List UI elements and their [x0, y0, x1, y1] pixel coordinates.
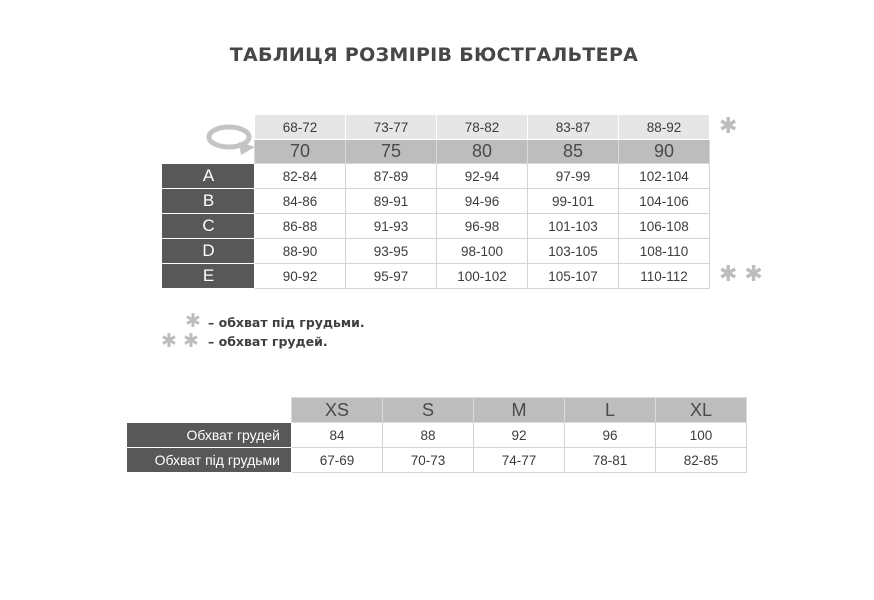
bust-value-cell: 95-97 — [346, 264, 437, 289]
underbust-range-row — [163, 115, 710, 140]
size-header-cell: S — [383, 398, 474, 423]
band-size-cell: 80 — [437, 140, 528, 164]
cup-row — [163, 164, 710, 189]
bust-value-cell: 88-90 — [255, 239, 346, 264]
size-header-cell: M — [474, 398, 565, 423]
underbust-range-cell: 78-82 — [437, 115, 528, 140]
legend-underbust-text: – обхват під грудьми. — [208, 315, 365, 330]
legend-double-star-icon: ✱ ✱ — [161, 330, 199, 352]
measurement-value-cell: 74-77 — [474, 448, 565, 473]
size-header-cell: XL — [656, 398, 747, 423]
measurement-value-cell: 96 — [565, 423, 656, 448]
measurement-value-cell: 67-69 — [292, 448, 383, 473]
underbust-range-cell: 83-87 — [528, 115, 619, 140]
bust-value-cell: 110-112 — [619, 264, 710, 289]
bust-value-cell: 100-102 — [437, 264, 528, 289]
legend-bust-text: – обхват грудей. — [208, 334, 328, 349]
table-corner — [128, 398, 292, 423]
cup-row — [163, 214, 710, 239]
table-corner — [163, 140, 255, 164]
bust-value-cell: 93-95 — [346, 239, 437, 264]
measurement-value-cell: 70-73 — [383, 448, 474, 473]
measurement-value-cell: 92 — [474, 423, 565, 448]
bust-value-cell: 105-107 — [528, 264, 619, 289]
band-size-cell: 85 — [528, 140, 619, 164]
underbust-range-cell: 68-72 — [255, 115, 346, 140]
band-size-row — [163, 140, 710, 164]
bust-value-cell: 84-86 — [255, 189, 346, 214]
size-header-cell: XS — [292, 398, 383, 423]
underbust-star-icon: ✱ — [719, 114, 738, 139]
cup-label: B — [163, 189, 255, 214]
bust-value-cell: 102-104 — [619, 164, 710, 189]
measurement-value-cell: 88 — [383, 423, 474, 448]
cup-label: A — [163, 164, 255, 189]
bust-value-cell: 103-105 — [528, 239, 619, 264]
bust-value-cell: 94-96 — [437, 189, 528, 214]
band-size-cell: 75 — [346, 140, 437, 164]
legend-single-star-icon: ✱ — [185, 310, 201, 332]
cup-row — [163, 189, 710, 214]
underbust-range-cell: 73-77 — [346, 115, 437, 140]
underbust-range-cell: 88-92 — [619, 115, 710, 140]
band-size-cell: 90 — [619, 140, 710, 164]
page-title: ТАБЛИЦЯ РОЗМІРІВ БЮСТГАЛЬТЕРА — [229, 44, 639, 66]
measurement-label: Обхват грудей — [128, 423, 292, 448]
measurement-label: Обхват під грудьми — [128, 448, 292, 473]
bra-size-table — [162, 114, 710, 289]
clothing-size-table — [127, 397, 747, 473]
bust-value-cell: 89-91 — [346, 189, 437, 214]
bust-value-cell: 96-98 — [437, 214, 528, 239]
bust-value-cell: 82-84 — [255, 164, 346, 189]
measurement-row — [128, 423, 747, 448]
cup-label: C — [163, 214, 255, 239]
cup-label: D — [163, 239, 255, 264]
band-size-cell: 70 — [255, 140, 346, 164]
bust-value-cell: 97-99 — [528, 164, 619, 189]
measurement-value-cell: 78-81 — [565, 448, 656, 473]
bust-value-cell: 91-93 — [346, 214, 437, 239]
cup-label: E — [163, 264, 255, 289]
bust-value-cell: 99-101 — [528, 189, 619, 214]
cup-row — [163, 239, 710, 264]
bust-value-cell: 98-100 — [437, 239, 528, 264]
bust-value-cell: 90-92 — [255, 264, 346, 289]
size-header-row — [128, 398, 747, 423]
table-corner — [163, 115, 255, 140]
cup-row — [163, 264, 710, 289]
measurement-row — [128, 448, 747, 473]
bust-value-cell: 108-110 — [619, 239, 710, 264]
bust-value-cell: 101-103 — [528, 214, 619, 239]
measurement-value-cell: 100 — [656, 423, 747, 448]
measurement-value-cell: 84 — [292, 423, 383, 448]
bust-value-cell: 92-94 — [437, 164, 528, 189]
bust-value-cell: 86-88 — [255, 214, 346, 239]
bust-value-cell: 104-106 — [619, 189, 710, 214]
size-header-cell: L — [565, 398, 656, 423]
measurement-value-cell: 82-85 — [656, 448, 747, 473]
bust-value-cell: 87-89 — [346, 164, 437, 189]
bust-double-star-icon: ✱ ✱ — [719, 262, 763, 287]
bust-value-cell: 106-108 — [619, 214, 710, 239]
